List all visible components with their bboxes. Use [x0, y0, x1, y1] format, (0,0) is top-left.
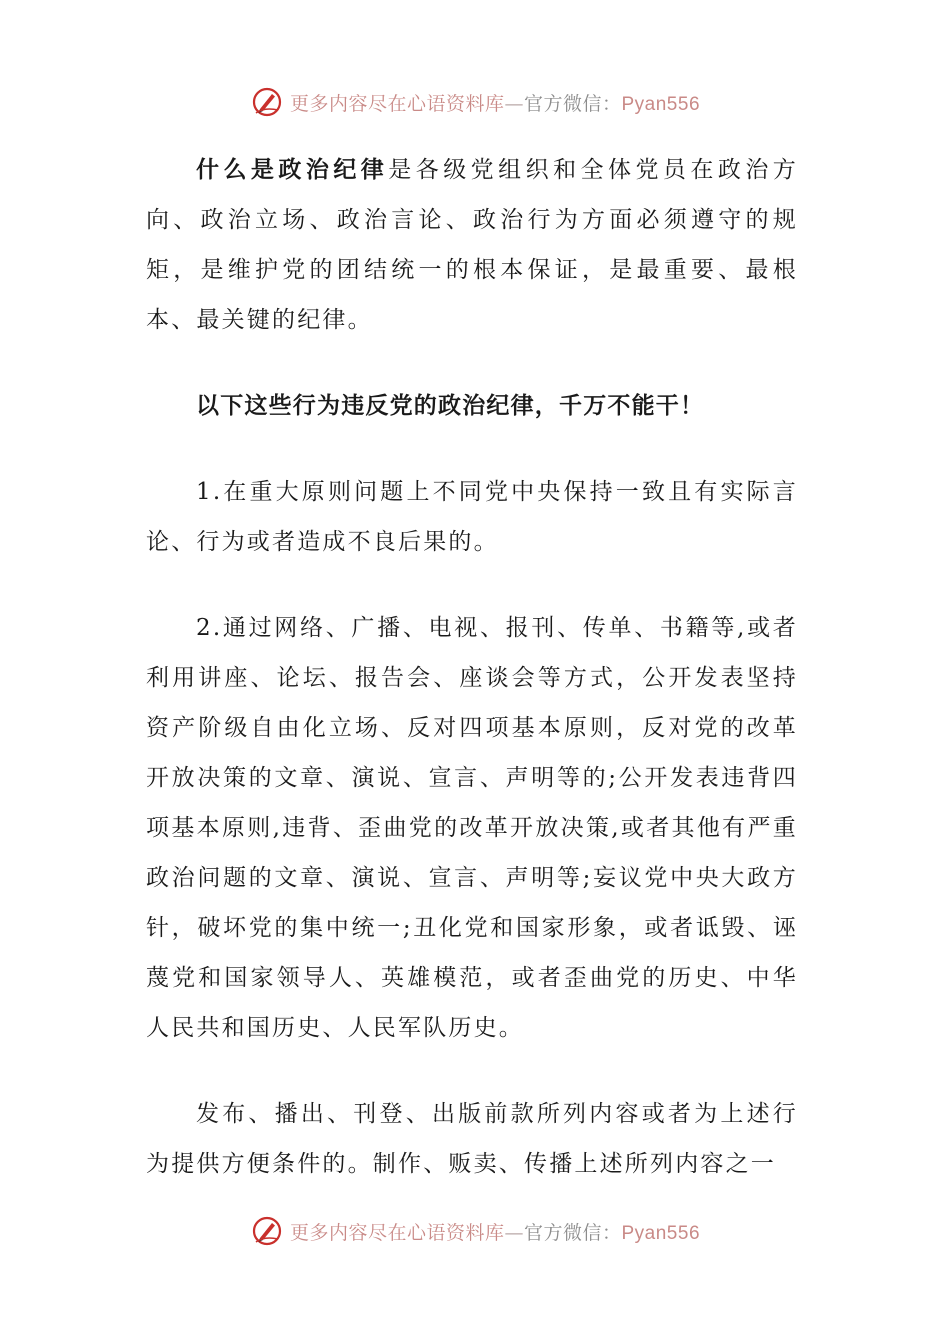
banner-main-text: 更多内容尽在心语资料库 — [289, 1221, 505, 1244]
document-body — [146, 145, 798, 1189]
section-heading: 以下这些行为违反党的政治纪律，千万不能干！ — [196, 392, 705, 419]
banner-wechat-label: 官方微信： — [523, 92, 622, 115]
banner-separator: — — [504, 1221, 524, 1244]
banner-wechat-id: Pyan556 — [621, 1222, 701, 1244]
pen-circle-logo-icon — [250, 1214, 284, 1248]
paragraph-definition — [146, 145, 798, 345]
pen-circle-logo-icon — [250, 85, 284, 119]
footer-banner — [0, 1211, 950, 1251]
paragraph-continuation: 发布、播出、刊登、出版前款所列内容或者为上述行为提供方便条件的。制作、贩卖、传播上述所列内容之一 — [146, 1101, 798, 1177]
paragraph-item-1: 1.在重大原则问题上不同党中央保持一致且有实际言论、行为或者造成不良后果的。 — [146, 479, 798, 555]
paragraph-item-2: 2.通过网络、广播、电视、报刊、传单、书籍等,或者利用讲座、论坛、报告会、座谈会等方式，公开发表坚持资产阶级自由化立场、反对四项基本原则，反对党的改革开放决策的文章、演说、宣言、声明等的;公开发表违背四项基本原则,违背、歪曲党的改革开放决策,或者其他有严重政治问题的文章、演说、宣言、声明等;妄议党中央大政方针，破坏党的集中统一;丑化党和国家形象，或者诋毁、诬蔑党和国家领导人、英雄模范，或者歪曲党的历史、中华人民共和国历史、人民军队历史。 — [146, 615, 798, 1041]
banner-main-text: 更多内容尽在心语资料库 — [289, 92, 505, 115]
header-banner — [0, 82, 950, 122]
banner-separator: — — [504, 92, 524, 115]
banner-text — [290, 89, 700, 116]
banner-wechat-label: 官方微信： — [523, 1221, 622, 1244]
definition-term: 什么是政治纪律 — [196, 156, 389, 183]
banner-wechat-id: Pyan556 — [621, 93, 701, 115]
definition-text: 是各级党组织和全体党员在政治方向、政治立场、政治言论、政治行为方面必须遵守的规矩，是维护党的团结统一的根本保证，是最重要、最根本、最关键的纪律。 — [146, 157, 798, 333]
banner-text — [290, 1218, 700, 1245]
